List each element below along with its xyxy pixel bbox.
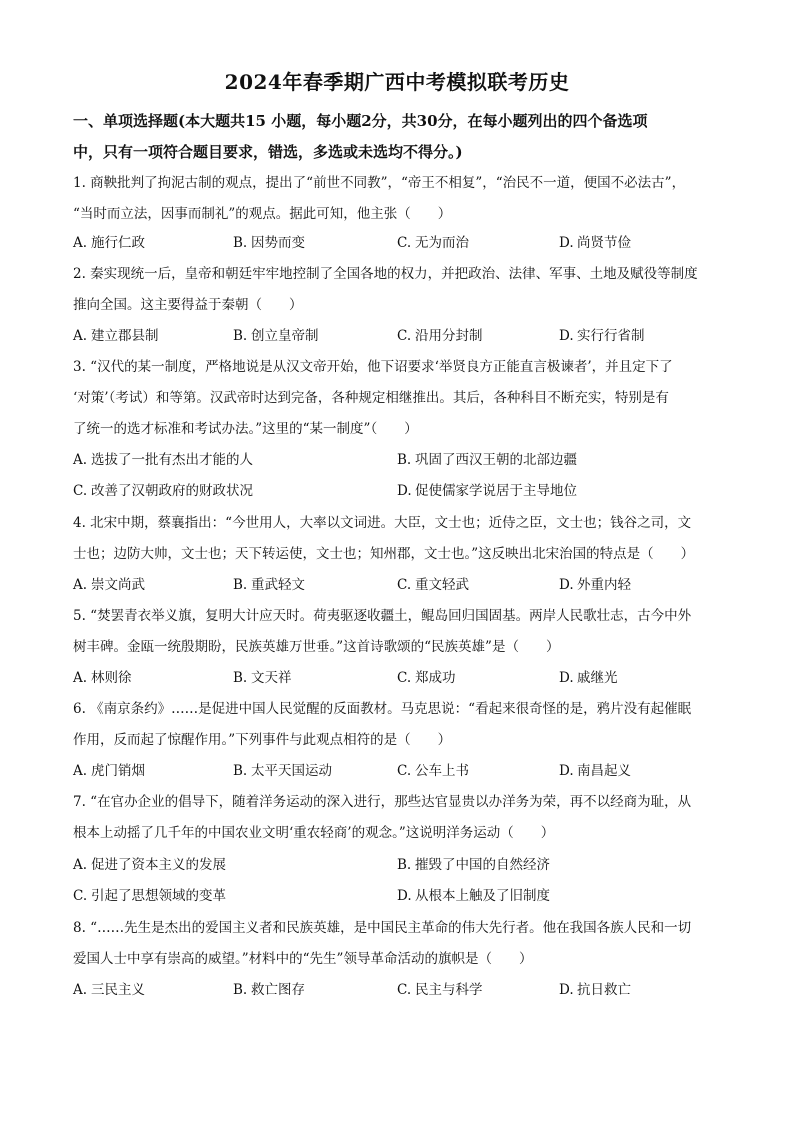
question-stem-line: 士也；边防大帅，文士也；天下转运使，文士也；知州郡，文士也。”这反映出北宋治国的特点是（ ） [73, 546, 695, 562]
option-b: B. 巩固了西汉王朝的北部边疆 [397, 452, 577, 468]
question-7-stem [73, 787, 733, 849]
question-stem-line: “当时而立法，因事而制礼”的观点。据此可知，他主张（ ） [73, 206, 452, 222]
question-stem-line: 推向全国。这主要得益于秦朝（ ） [73, 297, 303, 313]
page-title: 2024年春季期广西中考模拟联考历史 [224, 70, 570, 94]
question-7-options-row-1 [73, 850, 733, 881]
option-a: A. 施行仁政 [73, 235, 145, 251]
option-d: D. 外重内轻 [559, 577, 631, 593]
option-a: A. 三民主义 [73, 982, 145, 998]
question-5-stem [73, 601, 733, 663]
option-b: B. 文天祥 [233, 670, 292, 686]
question-1-options [73, 228, 733, 259]
question-8-options [73, 975, 733, 1006]
section-heading-line: 一、单项选择题(本大题共15 小题，每小题2分，共30分，在每小题列出的四个备选项 [73, 112, 648, 130]
question-stem-line: 根本上动摇了几千年的中国农业文明‘重农轻商’的观念。”这说明洋务运动（ ） [73, 825, 555, 841]
question-2-stem [73, 259, 733, 321]
question-stem-line: 1. 商鞅批判了拘泥古制的观点，提出了“前世不同教”，“帝王不相复”，“治民不一道，便国不必法古”， [73, 175, 686, 191]
option-d: D. 南昌起义 [559, 763, 631, 779]
section-heading-line: 中，只有一项符合题目要求，错选，多选或未选均不得分。) [73, 143, 463, 161]
question-stem-line: 4. 北宋中期，蔡襄指出：“今世用人，大率以文词进。大臣，文士也；近侍之臣，文士也；钱谷之司，文 [73, 515, 692, 531]
question-5-options [73, 663, 733, 694]
option-c: C. 改善了汉朝政府的财政状况 [73, 483, 253, 499]
question-stem-line: 7. “在官办企业的倡导下，随着洋务运动的深入进行，那些达官显贵以办洋务为荣，再不以经商为耻，从 [73, 794, 692, 810]
question-4-stem [73, 508, 733, 570]
option-d: D. 戚继光 [559, 670, 618, 686]
option-a: A. 选拔了一批有杰出才能的人 [73, 452, 253, 468]
option-c: C. 民主与科学 [397, 982, 483, 998]
option-d: D. 尚贤节俭 [559, 235, 631, 251]
option-c: C. 公车上书 [397, 763, 469, 779]
option-d: D. 从根本上触及了旧制度 [397, 888, 550, 904]
question-3-stem [73, 352, 733, 445]
option-b: B. 创立皇帝制 [233, 328, 319, 344]
question-1-stem [73, 168, 733, 230]
option-d: D. 实行行省制 [559, 328, 645, 344]
section-heading [73, 106, 733, 168]
question-3-options-row-1 [73, 445, 733, 476]
option-a: A. 林则徐 [73, 670, 132, 686]
question-6-stem [73, 694, 733, 756]
question-stem-line: 8. “……先生是杰出的爱国主义者和民族英雄，是中国民主革命的伟大先行者。他在我国各族人民和一切 [73, 920, 692, 936]
option-c: C. 引起了思想领域的变革 [73, 888, 226, 904]
option-d: D. 抗日救亡 [559, 982, 631, 998]
question-stem-line: 5. “焚罢青衣举义旗，复明大计应天时。荷夷驱逐收疆土，鲲岛回归国固基。两岸人民歌壮志，古今中外 [73, 608, 692, 624]
question-stem-line: 爱国人士中享有崇高的威望。”材料中的“先生”领导革命活动的旗帜是（ ） [73, 951, 533, 967]
question-6-options [73, 756, 733, 787]
option-d: D. 促使儒家学说居于主导地位 [397, 483, 577, 499]
option-a: A. 促进了资本主义的发展 [73, 857, 226, 873]
question-2-options [73, 321, 733, 352]
option-a: A. 建立郡县制 [73, 328, 159, 344]
option-b: B. 救亡图存 [233, 982, 305, 998]
option-b: B. 太平天国运动 [233, 763, 332, 779]
question-stem-line: 3. “汉代的某一制度，严格地说是从汉文帝开始，他下诏要求‘举贤良方正能直言极谏者’，并且定下了 [73, 359, 673, 375]
question-8-stem [73, 913, 733, 975]
question-3-options-row-2 [73, 476, 733, 507]
question-stem-line: 6. 《南京条约》……是促进中国人民觉醒的反面教材。马克思说：“看起来很奇怪的是，鸦片没有起催眠 [73, 701, 692, 717]
question-4-options [73, 570, 733, 601]
question-stem-line: 树丰碑。金瓯一统殷期盼，民族英雄万世垂。”这首诗歌颂的“民族英雄”是（ ） [73, 639, 560, 655]
option-b: B. 摧毁了中国的自然经济 [397, 857, 550, 873]
question-stem-line: 了统一的选才标准和考试办法。”这里的“某一制度”（ ） [73, 421, 418, 437]
option-b: B. 重武轻文 [233, 577, 305, 593]
option-c: C. 郑成功 [397, 670, 456, 686]
option-c: C. 沿用分封制 [397, 328, 483, 344]
option-c: C. 无为而治 [397, 235, 469, 251]
question-stem-line: ‘对策’（考试）和等第。汉武帝时达到完备，各种规定相继推出。其后，各种科目不断充实，特别是有 [73, 390, 669, 406]
option-a: A. 虎门销烟 [73, 763, 145, 779]
question-7-options-row-2 [73, 881, 733, 912]
question-stem-line: 作用，反而起了惊醒作用。”下列事件与此观点相符的是（ ） [73, 732, 452, 748]
option-c: C. 重文轻武 [397, 577, 469, 593]
question-stem-line: 2. 秦实现统一后，皇帝和朝廷牢牢地控制了全国各地的权力，并把政治、法律、军事、土地及赋役等制度 [73, 266, 698, 282]
option-a: A. 崇文尚武 [73, 577, 145, 593]
option-b: B. 因势而变 [233, 235, 305, 251]
